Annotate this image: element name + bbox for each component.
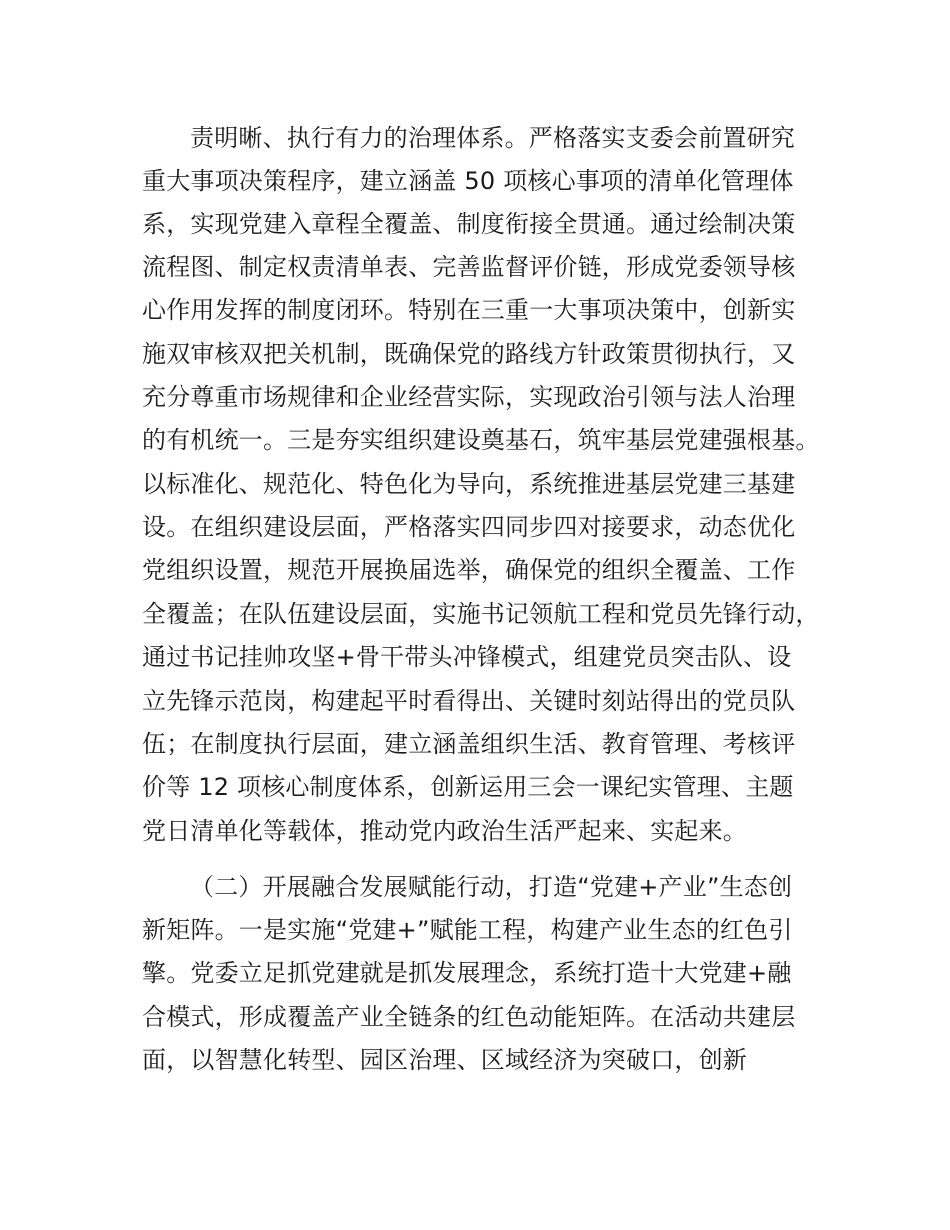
text-line-22: 面，以智慧化转型、园区治理、区域经济为突破口，创新	[142, 1046, 747, 1074]
text-line-9: 以标准化、规范化、特色化为导向，系统推进基层党建三基建	[142, 470, 796, 498]
text-line-21: 合模式，形成覆盖产业全链条的红色动能矩阵。在活动共建层	[142, 1003, 796, 1031]
text-line-8: 的有机统一。三是夯实组织建设奠基石，筑牢基层党建强根基。	[142, 426, 820, 454]
text-line-17: 党日清单化等载体，推动党内政治生活严起来、实起来。	[142, 817, 747, 845]
text-line-20: 擎。党委立足抓党建就是抓发展理念，系统打造十大党建+融	[142, 959, 792, 987]
text-line-18: （二）开展融合发展赋能行动，打造“党建+产业”生态创	[190, 873, 793, 901]
text-line-12: 全覆盖；在队伍建设层面，实施书记领航工程和党员先锋行动，	[142, 600, 820, 628]
text-line-15: 伍；在制度执行层面，建立涵盖组织生活、教育管理、考核评	[142, 730, 796, 758]
text-line-11: 党组织设置，规范开展换届选举，确保党的组织全覆盖、工作	[142, 556, 796, 584]
text-line-2: 重大事项决策程序，建立涵盖 50 项核心事项的清单化管理体	[142, 167, 794, 195]
text-line-10: 设。在组织建设层面，严格落实四同步四对接要求，动态优化	[142, 513, 796, 541]
text-line-13: 通过书记挂帅攻坚+骨干带头冲锋模式，组建党员突击队、设	[142, 643, 792, 671]
text-line-4: 流程图、制定权责清单表、完善监督评价链，形成党委领导核	[142, 253, 796, 281]
text-line-7: 充分尊重市场规律和企业经营实际，实现政治引领与法人治理	[142, 383, 796, 411]
text-line-14: 立先锋示范岗，构建起平时看得出、关键时刻站得出的党员队	[142, 687, 796, 715]
text-line-6: 施双审核双把关机制，既确保党的路线方针政策贯彻执行，又	[142, 340, 796, 368]
text-line-5: 心作用发挥的制度闭环。特别在三重一大事项决策中，创新实	[142, 296, 796, 324]
text-line-1: 责明晰、执行有力的治理体系。严格落实支委会前置研究	[190, 124, 795, 152]
text-line-19: 新矩阵。一是实施“党建+”赋能工程，构建产业生态的红色引	[142, 916, 793, 944]
text-line-3: 系，实现党建入章程全覆盖、制度衔接全贯通。通过绘制决策	[142, 210, 796, 238]
text-line-16: 价等 12 项核心制度体系，创新运用三会一课纪实管理、主题	[142, 773, 794, 801]
